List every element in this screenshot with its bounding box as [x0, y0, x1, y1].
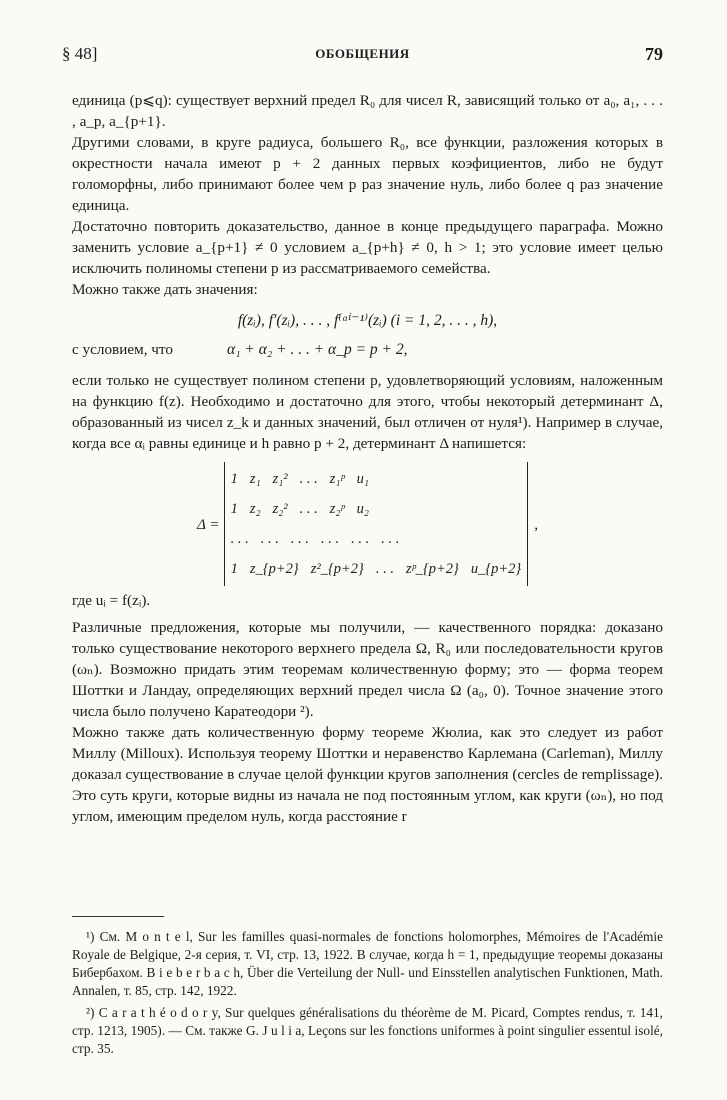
determinant-block [72, 462, 663, 586]
page-number: 79 [645, 44, 663, 64]
main-text [72, 90, 663, 827]
matrix-cell: 1 [230, 561, 238, 577]
matrix-cell: z₁ᵖ [329, 471, 345, 487]
matrix-cell: 1 [230, 471, 238, 487]
matrix-row [231, 554, 522, 584]
matrix-cell: z_{p+2} [249, 561, 299, 577]
matrix-cell: . . . [260, 531, 279, 547]
determinant-comma: , [534, 515, 539, 533]
condition-block [72, 339, 663, 360]
footnote-2: ²) C a r a t h é o d o r y, Sur quelques généralisations du théorème de M. Picard, Comptes rendus, т. 141, стр. 1213, 1905). — См. также G. J u l i a, Leçons sur les fonctions uniformes à point singulier essentul isolé, стр. 35. [72, 1005, 663, 1056]
matrix-cell: . . . [230, 531, 249, 547]
matrix-cell: . . . [321, 531, 340, 547]
matrix-row [231, 494, 522, 524]
paragraph-2: Другими словами, в круге радиуса, большего R₀, все функции, разложения которых в окрестности начала имеют p + 2 данных первых коэфициентов, либо не будут голоморфны, либо принимают более чем p раз значение нуль, либо более q раз значение единица. [72, 134, 663, 214]
matrix-row [231, 464, 522, 494]
determinant-lhs: Δ = [196, 515, 220, 533]
formula-condition: α₁ + α₂ + . . . + α_p = p + 2, [227, 341, 408, 358]
footnote-1: ¹) См. M o n t e l, Sur les familles quasi-normales de fonctions holomorphes, Mémoires de l'Académie Royale de Belgique, 2-я серия, т. VI, стр. 13, 1922. В случае, когда h = 1, предыдущие теоремы доказаны Бибербахом. B i e b e r b a c h, Über die Verteilung der Null- und Einsstellen analytischen Funktionen, Math. Annalen, т. 85, стр. 142, 1922. [72, 929, 663, 998]
section-mark: § 48] [62, 44, 98, 63]
paragraph-5: если только не существует полином степени p, удовлетворяющий условиям, наложенным на функцию f(z). Необходимо и достаточно для этого, чтобы некоторый детерминант Δ, образованный из чисел z_k и данных значений, был отличен от нуля¹). Например в случае, когда все αᵢ равны единице и h равно p + 2, детерминант Δ напишется: [72, 372, 663, 452]
matrix-cell: z₁² [272, 471, 288, 487]
paragraph-6: Различные предложения, которые мы получили, — качественного порядка: доказано только существование некоторого верхнего предела Ω, R₀ или последовательности кругов (ωₙ). Возможно придать этим теоремам количественную форму; это — форма теорем Шоттки и Ландау, определяющих верхний предел числа Ω (a₀, 0). Точное значение этого числа было получено Каратеодори ²). [72, 619, 663, 720]
matrix-cell: z₂ [249, 501, 261, 517]
matrix-cell: . . . [299, 471, 318, 487]
running-header [62, 44, 663, 70]
paragraph-4: Можно также дать значения: [72, 281, 258, 298]
matrix-cell: z₁ [249, 471, 261, 487]
matrix-cell: . . . [299, 501, 318, 517]
matrix-cell: z₂² [272, 501, 288, 517]
matrix-cell: z₂ᵖ [329, 501, 345, 517]
matrix-cell: zᵖ_{p+2} [405, 561, 459, 577]
matrix-cell: . . . [351, 531, 370, 547]
matrix-cell: u₂ [356, 501, 369, 517]
footnotes [72, 928, 663, 1062]
paragraph-7: Можно также дать количественную форму теореме Жюлиа, как это следует из работ Миллу (Milloux). Используя теорему Шоттки и неравенство Карлемана (Carleman), Миллу доказал существование в случае целой функции кругов заполнения (cercles de remplissage). Это суть круги, которые видны из начала не под постоянным углом, как круги (ωₙ), но под углом, имеющим пределом нуль, когда расстояние r [72, 724, 663, 825]
matrix-row [231, 524, 522, 554]
paragraph-1: единица (p⩽q): существует верхний предел R₀ для чисел R, зависящий только от a₀, a₁, . . . , a_p, a_{p+1}. [72, 92, 663, 130]
matrix-cell: . . . [381, 531, 400, 547]
determinant-matrix [224, 462, 529, 586]
footnote-rule [72, 916, 164, 917]
where-clause: где uᵢ = f(zᵢ). [72, 592, 151, 609]
chapter-title: ОБОБЩЕНИЯ [315, 46, 410, 61]
matrix-cell: . . . [375, 561, 394, 577]
matrix-cell: . . . [290, 531, 310, 547]
condition-label: с условием, что [72, 341, 173, 358]
matrix-cell: 1 [230, 501, 238, 517]
paragraph-3: Достаточно повторить доказательство, данное в конце предыдущего параграфа. Можно заменить условие a_{p+1} ≠ 0 условием a_{p+h} ≠ 0, h > 1; это условие имеет целью исключить полиномы степени p из рассматриваемого семейства. [72, 218, 663, 277]
matrix-cell: z²_{p+2} [310, 561, 364, 577]
matrix-cell: u₁ [356, 471, 369, 487]
formula-values: f(zᵢ), f′(zᵢ), . . . , f⁽ᵅⁱ⁻¹⁾(zᵢ) (i = 1, 2, . . . , h), [237, 312, 498, 329]
matrix-cell: u_{p+2} [470, 561, 522, 577]
